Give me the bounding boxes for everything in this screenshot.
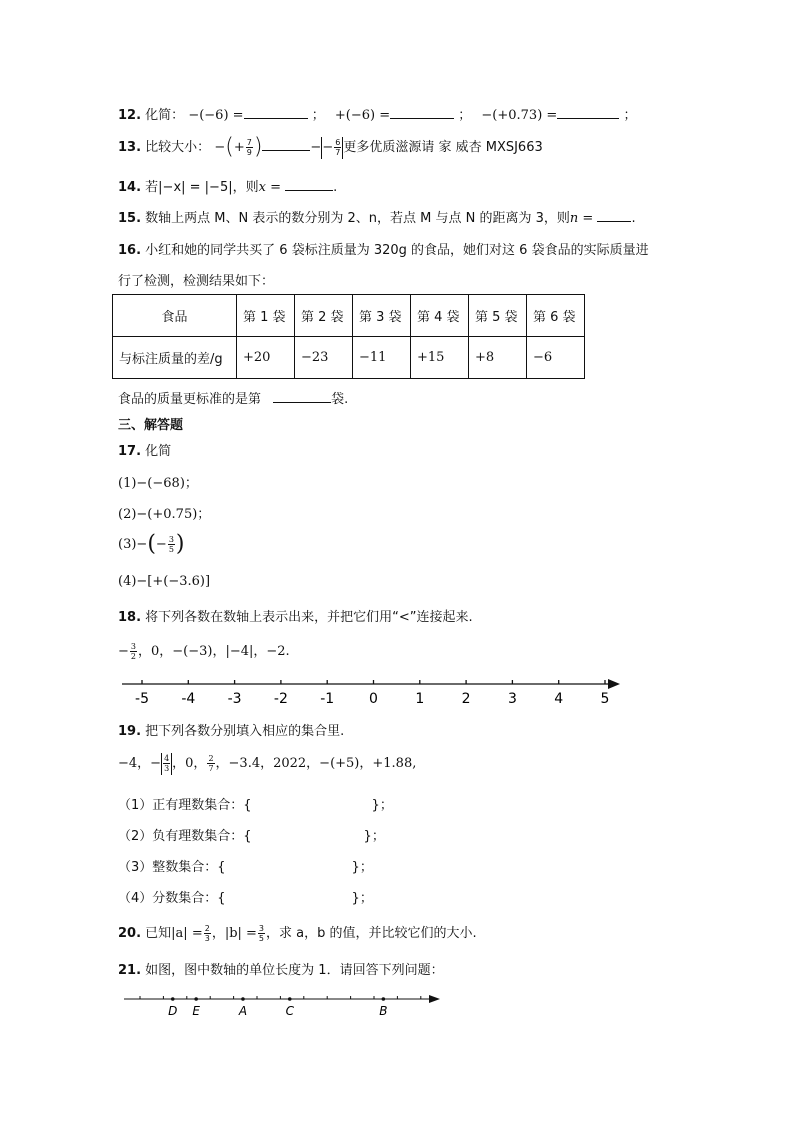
set-label: （4）分数集合：{ bbox=[118, 891, 226, 906]
fraction-3-2: $\frac{3}{2}$ bbox=[130, 642, 136, 661]
question-21 bbox=[118, 959, 444, 978]
sub-question-2: (2)−(+0.75)； bbox=[118, 507, 211, 522]
question-text: 将下列各数在数轴上表示出来，并把它们用“<”连接起来. bbox=[145, 610, 473, 625]
question-text: ，求 a，b 的值，并比较它们的大小. bbox=[266, 926, 477, 941]
quality-table bbox=[112, 294, 585, 379]
fraction-2-3: $\frac{2}{3}$ bbox=[204, 924, 210, 943]
set-label: （1）正有理数集合：{ bbox=[118, 798, 252, 813]
question-13 bbox=[118, 136, 543, 159]
minus-sign: − bbox=[155, 537, 167, 552]
question-text: 行了检测，检测结果如下： bbox=[118, 274, 275, 289]
number-line-18 bbox=[118, 672, 628, 712]
tick-label: 2 bbox=[461, 691, 471, 707]
set-label: （2）负有理数集合：{ bbox=[118, 829, 252, 844]
plus-sign: + bbox=[233, 140, 245, 155]
question-16-line-2 bbox=[118, 270, 274, 289]
number-list-b: ，0， bbox=[172, 756, 207, 771]
answer-prompt: 食品的质量更标准的是第 bbox=[118, 392, 262, 407]
question-18-numbers bbox=[118, 640, 290, 661]
set-close: }； bbox=[351, 860, 373, 875]
table-header-cell: 第 1 袋 bbox=[237, 295, 295, 337]
question-number: 19. bbox=[118, 724, 142, 739]
set-fractions bbox=[118, 887, 373, 906]
question-12 bbox=[118, 104, 636, 123]
answer-blank[interactable] bbox=[273, 390, 331, 403]
tick-label: 5 bbox=[600, 691, 610, 707]
watermark-text: 更多优质滋源请 家 威杏 MXSJ663 bbox=[343, 140, 543, 155]
section-heading: 三、解答题 bbox=[118, 418, 184, 433]
arrow-head bbox=[429, 995, 440, 1003]
question-number: 17. bbox=[118, 444, 142, 459]
left-paren: ( bbox=[147, 531, 156, 557]
expression-3: −(+0.73) = bbox=[481, 108, 558, 123]
tick-label: -1 bbox=[320, 691, 335, 707]
question-title: 化简 bbox=[145, 444, 172, 459]
minus-sign: − bbox=[322, 140, 334, 155]
separator: ； bbox=[311, 108, 325, 123]
question-text: 小红和她的同学共买了 6 袋标注质量为 320g 的食品，她们对这 6 袋食品的实际质量进 bbox=[145, 243, 649, 258]
table-header-cell: 第 2 袋 bbox=[295, 295, 353, 337]
table-row bbox=[113, 295, 585, 337]
tick-label: -3 bbox=[227, 691, 242, 707]
set-negative-rational bbox=[118, 825, 385, 844]
tick-label: 4 bbox=[554, 691, 564, 707]
answer-suffix: 袋. bbox=[331, 392, 349, 407]
point-label: E bbox=[192, 1004, 200, 1018]
question-number: 18. bbox=[118, 610, 142, 625]
question-number: 15. bbox=[118, 211, 142, 226]
tick-label: 3 bbox=[507, 691, 517, 707]
question-text: 若|−x| = |−5|，则 bbox=[145, 180, 259, 195]
number-list-c: ，−3.4，2022，−(+5)，+1.88, bbox=[215, 756, 417, 771]
answer-blank[interactable] bbox=[285, 178, 333, 191]
question-number: 20. bbox=[118, 926, 142, 941]
condition-b: ，|b| = bbox=[211, 926, 257, 941]
sub-question-3 bbox=[118, 531, 185, 557]
minus-sign: − bbox=[310, 140, 322, 155]
tick-label: -5 bbox=[135, 691, 149, 707]
table-header-cell: 第 4 袋 bbox=[411, 295, 469, 337]
set-close: }； bbox=[371, 798, 393, 813]
question-number: 13. bbox=[118, 140, 142, 155]
fraction-3-5: $\frac{3}{5}$ bbox=[168, 535, 174, 554]
table-cell: +15 bbox=[411, 337, 469, 379]
table-cell: −23 bbox=[295, 337, 353, 379]
fraction-2-7: $\frac{2}{7}$ bbox=[208, 754, 214, 773]
condition-a: 已知|a| = bbox=[145, 926, 203, 941]
answer-blank[interactable] bbox=[262, 138, 310, 151]
question-number: 14. bbox=[118, 180, 142, 195]
set-close: }； bbox=[351, 891, 373, 906]
answer-blank-1[interactable] bbox=[244, 106, 308, 119]
point-D bbox=[171, 997, 175, 1001]
arrow-head bbox=[608, 679, 620, 689]
fraction-3-5: $\frac{3}{5}$ bbox=[258, 924, 265, 943]
answer-blank[interactable] bbox=[597, 209, 631, 222]
table-cell: +20 bbox=[237, 337, 295, 379]
set-positive-rational bbox=[118, 794, 393, 813]
question-number: 12. bbox=[118, 108, 142, 123]
expression-1: −(−6) = bbox=[188, 108, 244, 123]
answer-blank-2[interactable] bbox=[390, 106, 454, 119]
fraction-6-7: $\frac{6}{7}$ bbox=[335, 138, 341, 157]
sub-question-label: (3)− bbox=[118, 537, 148, 552]
left-paren: ( bbox=[225, 134, 234, 160]
number-line-21 bbox=[118, 988, 448, 1018]
table-row bbox=[113, 337, 585, 379]
table-cell: +8 bbox=[469, 337, 527, 379]
answer-blank-3[interactable] bbox=[557, 106, 619, 119]
question-lead: 比较大小： bbox=[145, 140, 211, 155]
separator: ； bbox=[623, 108, 637, 123]
question-text: 把下列各数分别填入相应的集合里. bbox=[145, 724, 345, 739]
question-19 bbox=[118, 720, 344, 739]
point-C bbox=[288, 997, 292, 1001]
table-cell: −11 bbox=[353, 337, 411, 379]
number-list-a: −4，− bbox=[118, 756, 162, 771]
expression-2: +(−6) = bbox=[334, 108, 391, 123]
right-paren: ) bbox=[253, 134, 263, 160]
separator: ； bbox=[458, 108, 472, 123]
question-16-line-1 bbox=[118, 239, 649, 258]
question-20 bbox=[118, 922, 477, 943]
point-B bbox=[382, 997, 386, 1001]
tick-label: -2 bbox=[273, 691, 288, 707]
question-19-numbers bbox=[118, 752, 416, 775]
table-cell: 与标注质量的差/g bbox=[113, 337, 237, 379]
tick-label: 0 bbox=[369, 691, 378, 707]
table-header-cell: 食品 bbox=[113, 295, 237, 337]
number-list: ，0，−(−3)，|−4|，−2. bbox=[138, 644, 290, 659]
question-14 bbox=[118, 176, 337, 195]
table-header-cell: 第 6 袋 bbox=[527, 295, 585, 337]
point-label: D bbox=[168, 1004, 178, 1018]
tick-label: -4 bbox=[181, 691, 196, 707]
table-header-cell: 第 5 袋 bbox=[469, 295, 527, 337]
point-label: B bbox=[379, 1004, 388, 1018]
minus-sign: − bbox=[214, 140, 226, 155]
variable: n = bbox=[569, 211, 594, 226]
point-label: A bbox=[238, 1004, 248, 1018]
question-17 bbox=[118, 440, 171, 459]
question-number: 16. bbox=[118, 243, 142, 258]
fraction-7-9: $\frac{7}{9}$ bbox=[246, 138, 252, 157]
table-cell: −6 bbox=[527, 337, 585, 379]
sub-question-1: (1)−(−68)； bbox=[118, 476, 198, 491]
question-15 bbox=[118, 207, 636, 226]
period: . bbox=[333, 180, 338, 195]
abs-bar-left bbox=[161, 753, 162, 775]
question-18 bbox=[118, 606, 473, 625]
question-lead: 化简： bbox=[145, 108, 185, 123]
right-paren: ) bbox=[175, 531, 185, 557]
question-text: 如图，图中数轴的单位长度为 1．请回答下列问题： bbox=[145, 963, 444, 978]
sub-question-4: (4)−[+(−3.6)] bbox=[118, 574, 211, 589]
question-number: 21. bbox=[118, 963, 142, 978]
point-A bbox=[241, 997, 245, 1001]
question-text: 数轴上两点 M、N 表示的数分别为 2、n，若点 M 与点 N 的距离为 3，则 bbox=[145, 211, 570, 226]
fraction-4-3: $\frac{4}{3}$ bbox=[164, 754, 170, 773]
question-16-answer bbox=[118, 388, 348, 407]
table-header-cell: 第 3 袋 bbox=[353, 295, 411, 337]
tick-label: 1 bbox=[415, 691, 425, 707]
variable: x = bbox=[258, 180, 281, 195]
set-label: （3）整数集合：{ bbox=[118, 860, 226, 875]
minus-sign: − bbox=[118, 644, 129, 659]
point-label: C bbox=[285, 1004, 294, 1018]
set-close: }； bbox=[363, 829, 385, 844]
point-E bbox=[194, 997, 198, 1001]
period: . bbox=[631, 211, 636, 226]
set-integers bbox=[118, 856, 373, 875]
